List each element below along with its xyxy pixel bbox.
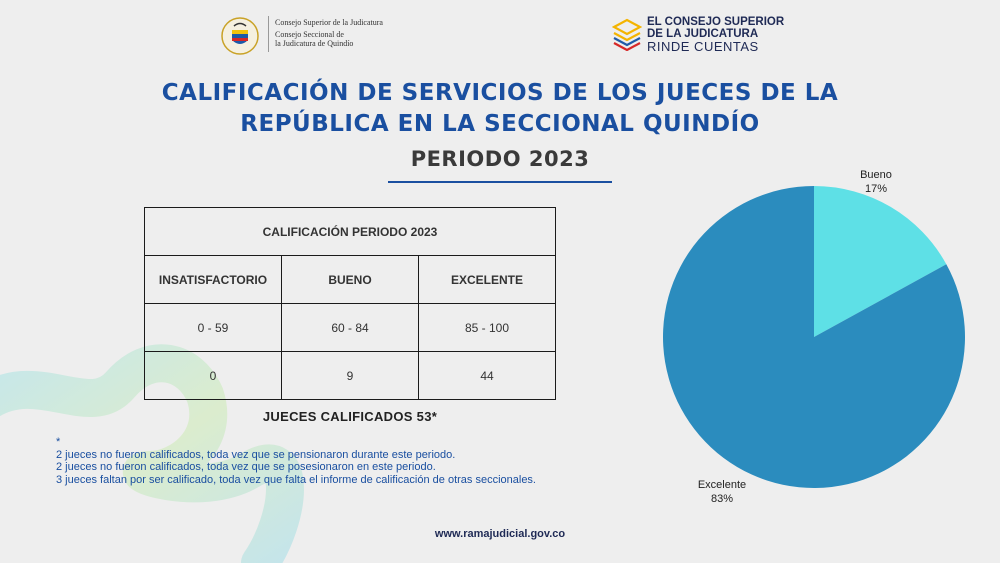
table-row [145, 304, 556, 352]
count-insatisfactorio: 0 [145, 352, 282, 400]
footnote-3: 3 jueces faltan por ser calificado, toda vez que falta el informe de calificación de otras seccionales. [56, 473, 536, 486]
footnote-1: 2 jueces no fueron calificados, toda vez que se pensionaron durante este periodo. [56, 448, 456, 461]
pie-label-bueno: Bueno [860, 170, 892, 181]
rinde-cuentas-text [647, 16, 784, 54]
pie-value-bueno: 17% [864, 183, 888, 195]
rc-line-1: EL CONSEJO SUPERIOR [647, 16, 785, 28]
header-insatisfactorio: INSATISFACTORIO [145, 256, 282, 304]
range-bueno: 60 - 84 [282, 304, 419, 352]
council-name [275, 18, 383, 49]
rinde-cuentas-icon [612, 17, 642, 51]
colombia-crest-logo [220, 16, 260, 56]
website-link[interactable]: www.ramajudicial.gov.co [434, 528, 566, 540]
council-line-1: Consejo Superior de la Judicatura [275, 18, 383, 27]
header-bueno: BUENO [282, 256, 419, 304]
table-caption: CALIFICACIÓN PERIODO 2023 [145, 208, 556, 256]
logo-divider [268, 16, 269, 52]
period-underline [388, 181, 612, 183]
count-excelente: 44 [419, 352, 556, 400]
title-line-2: REPÚBLICA EN LA SECCIONAL QUINDÍO [240, 111, 760, 137]
council-line-3: la Judicatura de Quindío [275, 39, 354, 48]
rating-pie-chart [640, 170, 1000, 510]
footnotes [56, 436, 536, 486]
table-row [145, 352, 556, 400]
footnote-marker: * [56, 436, 61, 448]
period-title: PERIODO 2023 [410, 147, 590, 171]
rc-line-3: RINDE CUENTAS [647, 39, 759, 54]
rc-line-2: DE LA JUDICATURA [647, 28, 759, 40]
footnote-2: 2 jueces no fueron calificados, toda vez que se posesionaron en este periodo. [56, 461, 436, 473]
range-insatisfactorio: 0 - 59 [145, 304, 282, 352]
header-excelente: EXCELENTE [419, 256, 556, 304]
range-excelente: 85 - 100 [419, 304, 556, 352]
judges-total: JUECES CALIFICADOS 53* [262, 409, 438, 424]
rating-table [144, 207, 556, 400]
count-bueno: 9 [282, 352, 419, 400]
title-line-1: CALIFICACIÓN DE SERVICIOS DE LOS JUECES DE LA [161, 80, 839, 106]
page-title [60, 78, 940, 140]
council-line-2: Consejo Seccional de [275, 29, 344, 39]
pie-value-excelente: 83% [710, 493, 734, 505]
pie-label-excelente: Excelente [697, 479, 747, 491]
